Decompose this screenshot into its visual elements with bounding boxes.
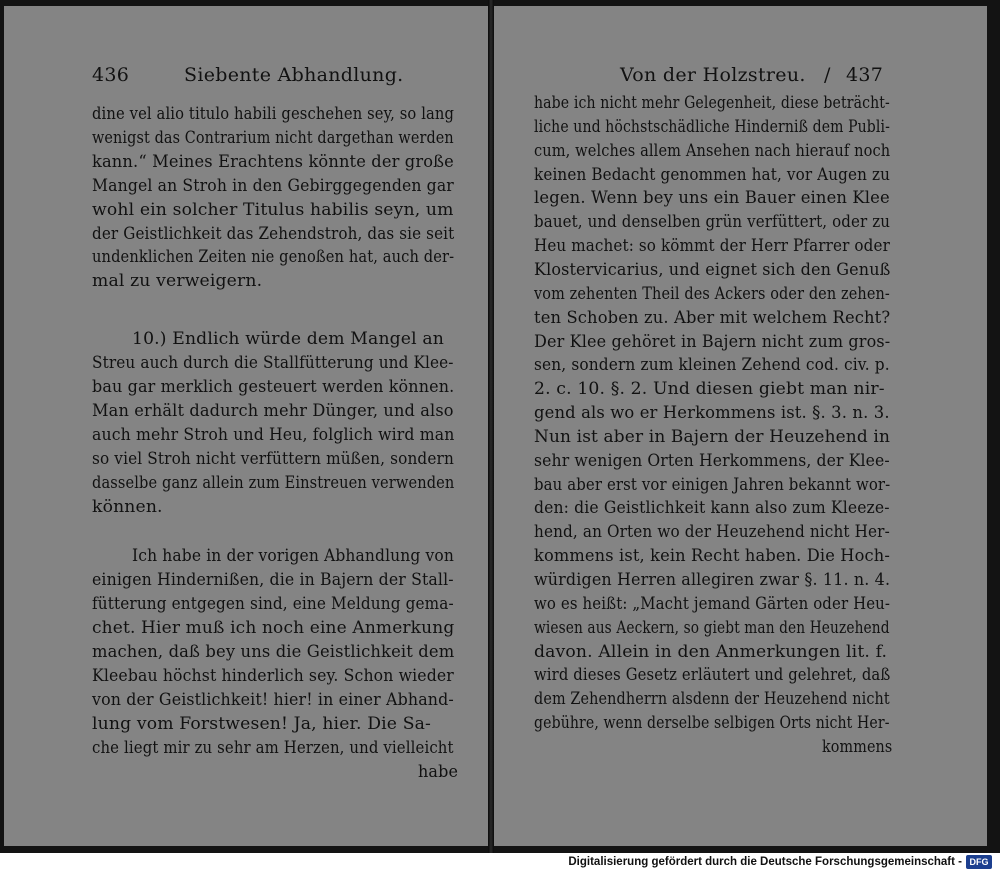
right-page-line: sen, sondern zum kleinen Zehend cod. civ. p.: [534, 355, 890, 376]
right-page-line: keinen Bedacht genommen hat, vor Augen zu: [534, 164, 891, 185]
left-page-line: che liegt mir zu sehr am Herzen, und vielleicht: [92, 737, 454, 758]
right-page-line: Heu machet: so kömmt der Herr Pfarrer oder: [534, 236, 890, 257]
left-page-line: können.: [92, 496, 163, 517]
right-page-line: wird dieses Gesetz erläutert und gelehret, daß: [534, 665, 891, 686]
right-page-line: legen. Wenn bey uns ein Bauer einen Klee: [534, 188, 890, 209]
left-page-line: der Geistlichkeit das Zehendstroh, das sie seit: [92, 223, 455, 244]
right-page-number: 437: [846, 64, 884, 86]
funding-notice: Digitalisierung gefördert durch die Deutsche Forschungsgemeinschaft -: [568, 856, 962, 868]
right-page-line: den: die Geistlichkeit kann also zum Kleeze-: [534, 498, 890, 519]
right-page-line: bauet, und denselben grün verfüttert, oder zu: [534, 212, 891, 233]
left-page-line: kann.“ Meines Erachtens könnte der große: [92, 151, 454, 172]
right-page-line: kommens: [822, 736, 893, 757]
left-running-title: Siebente Abhandlung.: [184, 64, 404, 86]
right-page-line: Nun ist aber in Bajern der Heuzehend in: [534, 426, 891, 447]
right-page-line: habe ich nicht mehr Gelegenheit, diese beträcht-: [534, 93, 890, 113]
dfg-logo: DFG: [966, 855, 992, 869]
left-page-line: bau gar merklich gesteuert werden können.: [92, 377, 455, 397]
left-page-line: fütterung entgegen sind, eine Meldung gema-: [92, 594, 454, 615]
right-page-line: gend als wo er Herkommens ist. §. 3. n. 3.: [534, 403, 890, 424]
left-page-line: einigen Hindernißen, die in Bajern der Stall-: [92, 570, 454, 591]
right-page: [494, 6, 987, 846]
left-page: [4, 6, 490, 846]
left-page-line: Ich habe in der vorigen Abhandlung von: [132, 546, 455, 567]
right-page-line: wiesen aus Aeckern, so giebt man den Heuzehend: [534, 617, 890, 638]
left-page-number: 436: [92, 64, 130, 86]
right-page-line: dem Zehendherrn alsdenn der Heuzehend nicht: [534, 689, 890, 710]
left-page-line: undenklichen Zeiten nie genoßen hat, auch der-: [92, 247, 455, 268]
digitization-footer: [0, 853, 1000, 873]
left-page-line: Man erhält dadurch mehr Dünger, und also: [92, 400, 454, 421]
left-page-line: dasselbe ganz allein zum Einstreuen verwenden: [92, 472, 455, 493]
right-page-line: wo es heißt: „Macht jemand Gärten oder Heu-: [534, 593, 891, 614]
left-page-line: chet. Hier muß ich noch eine Anmerkung: [92, 618, 455, 639]
left-page-line: 10.) Endlich würde dem Mangel an: [132, 329, 445, 350]
right-page-line: Der Klee gehöret in Bajern nicht zum gros-: [534, 331, 891, 352]
left-page-line: wohl ein solcher Titulus habilis seyn, um: [92, 199, 454, 220]
left-page-line: so viel Stroh nicht verfüttern müßen, sondern: [92, 448, 454, 469]
right-page-line: Klostervicarius, und eignet sich den Genuß: [534, 259, 891, 280]
right-page-line: 2. c. 10. §. 2. Und diesen giebt man nir-: [534, 379, 885, 400]
right-page-line: cum, welches allem Ansehen nach hierauf noch: [534, 140, 891, 161]
left-page-line: Streu auch durch die Stallfütterung und Klee-: [92, 353, 454, 374]
left-page-line: wenigst das Contrarium nicht dargethan werden: [92, 127, 454, 148]
right-page-line: kommens ist, kein Recht haben. Die Hoch-: [534, 546, 890, 567]
right-page-line: sehr wenigen Orten Herkommens, der Klee-: [534, 450, 890, 471]
right-page-line: hend, an Orten wo der Heuzehend nicht Her-: [534, 522, 890, 543]
right-page-line: ten Schoben zu. Aber mit welchem Recht?: [534, 307, 891, 328]
right-page-line: bau aber erst vor einigen Jahren bekannt wor-: [534, 474, 891, 495]
right-page-line: würdigen Herren allegiren zwar §. 11. n. 4.: [534, 570, 891, 590]
left-page-line: lung vom Forstwesen! Ja, hier. Die Sa-: [92, 713, 432, 734]
right-page-line: vom zehenten Theil des Ackers oder den zehen-: [534, 283, 890, 304]
left-page-line: auch mehr Stroh und Heu, folglich wird man: [92, 424, 455, 445]
left-page-line: Kleebau höchst hinderlich sey. Schon wieder: [92, 665, 454, 686]
right-page-line: liche und höchstschädliche Hinderniß dem Publi-: [534, 116, 890, 137]
left-page-line: dine vel alio titulo habili geschehen sey, so lang: [92, 104, 455, 124]
left-page-line: von der Geistlichkeit! hier! in einer Abhand-: [92, 689, 454, 710]
right-page-mark: /: [824, 64, 831, 86]
right-page-line: gebühre, wenn derselbe selbigen Orts nicht Her-: [534, 713, 890, 734]
right-running-title: Von der Holzstreu.: [620, 64, 806, 86]
left-page-line: mal zu verweigern.: [92, 271, 263, 292]
left-page-line: habe: [418, 761, 459, 782]
right-page-line: davon. Allein in den Anmerkungen lit. f.: [534, 641, 888, 662]
left-page-line: Mangel an Stroh in den Gebirggegenden gar: [92, 175, 454, 196]
left-page-line: machen, daß bey uns die Geistlichkeit dem: [92, 642, 455, 662]
